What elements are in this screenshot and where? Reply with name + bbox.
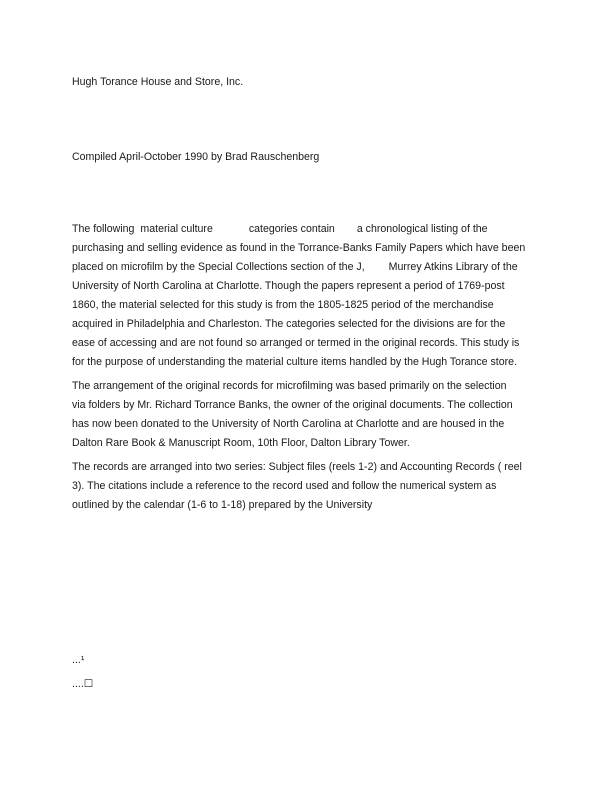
document-title: Hugh Torance House and Store, Inc. [72, 76, 244, 88]
paragraph-2-line-3: has now been donated to the University of North Carolina at Charlotte and are housed in the [72, 418, 505, 430]
p1-word-3: categories contain [248, 223, 335, 235]
paragraph-1-line-5: 1860, the material selected for this study is from the 1805-1825 period of the merchandise [72, 299, 494, 311]
paragraph-1 [72, 220, 550, 372]
p1-word-4: a chronological listing of the [356, 223, 488, 235]
paragraph-2-line-4: Dalton Rare Book & Manuscript Room, 10th Floor, Dalton Library Tower. [72, 437, 410, 449]
paragraph-3 [72, 458, 550, 515]
paragraph-3-line-1: The records are arranged into two series: Subject files (reels 1-2) and Accounting Records ( reel [72, 461, 522, 473]
paragraph-1-line-1 [72, 220, 550, 239]
paragraph-2-line-1: The arrangement of the original records for microfilming was based primarily on the selection [72, 380, 507, 392]
paragraph-3-line-3: outlined by the calendar (1-6 to 1-18) prepared by the University [72, 499, 373, 511]
p1-line-3b: Murrey Atkins Library of the [388, 261, 518, 273]
paragraph-1-line-2: purchasing and selling evidence as found in the Torrance-Banks Family Papers which have been [72, 242, 526, 254]
paragraph-1-line-8: for the purpose of understanding the material culture items handled by the Hugh Torance store. [72, 356, 518, 368]
p1-word-2: material culture [140, 223, 213, 235]
paragraph-1-line-7: ease of accessing and are not found so arranged or termed in the original records. This study is [72, 337, 520, 349]
p1-word-1: The following [72, 223, 135, 235]
compiled-line: Compiled April-October 1990 by Brad Rauschenberg [72, 151, 320, 163]
footnote-mark-1: ...¹ [72, 654, 85, 666]
footnote-mark-2: ....☐ [72, 678, 94, 690]
paragraph-1-line-6: acquired in Philadelphia and Charleston. The categories selected for the divisions are for the [72, 318, 506, 330]
p1-line-3a: placed on microfilm by the Special Collections section of the J, [72, 261, 365, 273]
paragraph-1-line-4: University of North Carolina at Charlotte. Though the papers represent a period of 1769-post [72, 280, 505, 292]
paragraph-2-line-2: via folders by Mr. Richard Torrance Banks, the owner of the original documents. The collection [72, 399, 513, 411]
paragraph-2 [72, 377, 550, 453]
paragraph-1-line-3 [72, 258, 550, 277]
paragraph-3-line-2: 3). The citations include a reference to the record used and follow the numerical system as [72, 480, 497, 492]
